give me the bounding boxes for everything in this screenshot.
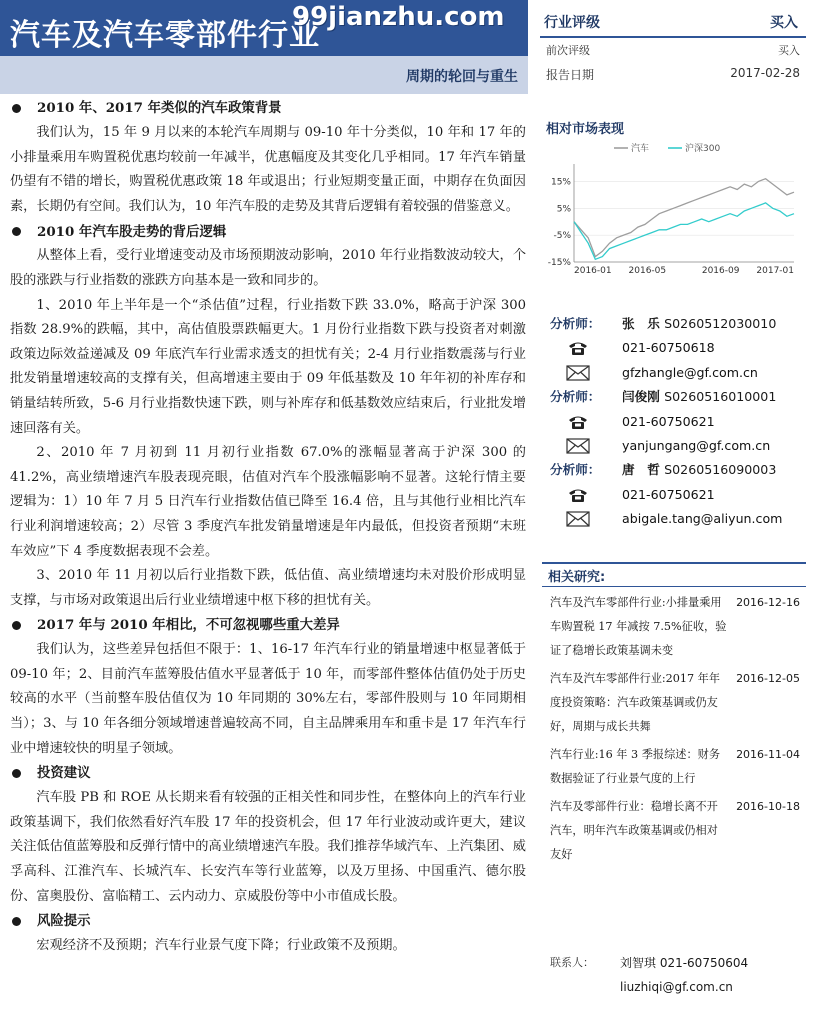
related-item[interactable]: [542, 795, 806, 867]
envelope-icon: [566, 364, 590, 382]
section-risk: [10, 909, 526, 959]
section-policy: [10, 96, 526, 219]
analyst-name: 张 乐 S0260512030010: [622, 316, 777, 331]
series-line-1: [574, 203, 794, 259]
x-tick-label: 2016-01: [574, 266, 612, 276]
contact-label: 联系人：: [550, 956, 594, 969]
envelope-icon: [566, 437, 590, 455]
title-band: [0, 0, 528, 56]
y-tick-label: -5%: [553, 231, 571, 242]
section-differences: [10, 613, 526, 761]
analyst-phone-row: [550, 336, 806, 360]
analyst-name: 唐 哲 S0260516090003: [622, 462, 777, 478]
related-item-title: 汽车及汽车零部件行业:小排量乘用车购置税 17 年减按 7.5%征收，验证了稳增长政策基调未变: [550, 596, 727, 657]
phone-icon: [566, 339, 590, 357]
paragraph: 我们认为，15 年 9 月以来的本轮汽车周期与 09-10 年十分类似，10 年和 17 年的小排量乘用车购置税优惠均较前一年减半，优惠幅度及其变化几乎相同。17 年汽车销量仍望有不错的增长，购置税优惠政策 18 年或退出；行业短期变量正面，中期存在负面因素，长期仍有空间。我们认为，10 年汽车股的走势及其背后逻辑有着较强的借鉴意义。: [10, 125, 526, 214]
related-item-date: 2016-11-04: [736, 748, 800, 761]
paragraph: 宏观经济不及预期；汽车行业景气度下降；行业政策不及预期。: [36, 938, 406, 954]
paragraph: 汽车股 PB 和 ROE 从长期来看有较强的正相关性和同步性，在整体向上的汽车行业政策基调下，我们依然看好汽车股 17 年的投资机会，但 17 年行业波动或许更大，建议关注低估值蓝筹股和反弹行情中的高业绩增速汽车股。我们推荐华域汽车、上汽集团、威孚高科、江淮汽车、长城汽车、长安汽车等行业蓝筹，以及万里扬、中国重汽、德尔股份、富奥股份、富临精工、云内动力、京威股份等中小市值成长股。: [10, 790, 526, 904]
bullet-icon: [12, 917, 21, 926]
y-tick-label: 15%: [550, 177, 571, 188]
legend-entry: 沪深300: [685, 144, 721, 154]
phone-icon: [566, 413, 590, 431]
analyst-email-row: [550, 507, 806, 531]
analyst-list: [550, 312, 806, 532]
related-item[interactable]: [542, 743, 806, 791]
rating-label: 行业评级: [544, 15, 600, 31]
industry-rating: [540, 10, 806, 38]
contact-name-phone: 刘智琪 021-60750604: [620, 956, 749, 970]
analyst-email[interactable]: yanjungang@gf.com.cn: [622, 437, 771, 453]
bullet-icon: [12, 769, 21, 778]
analyst-email[interactable]: abigale.tang@aliyun.com: [622, 511, 783, 527]
watermark: 99jianzhu.com: [292, 2, 505, 32]
rating-value: 买入: [770, 15, 798, 31]
report-header: [0, 0, 528, 94]
analyst-phone: 021-60750621: [622, 486, 715, 502]
section-heading: 风险提示: [10, 909, 526, 934]
related-research: [542, 562, 806, 867]
related-list: [542, 591, 806, 867]
related-title: 相关研究:: [542, 564, 806, 587]
analyst-label: 分析师：: [550, 389, 601, 405]
relative-performance-chart: [544, 138, 800, 278]
section-heading: 2010 年汽车股走势的背后逻辑: [10, 219, 526, 244]
market-performance-title: 相对市场表现: [546, 122, 625, 137]
related-item-date: 2016-12-05: [736, 672, 800, 685]
analyst-phone: 021-60750621: [622, 413, 715, 429]
section-heading: 2017 年与 2010 年相比，不可忽视哪些重大差异: [10, 613, 526, 638]
paragraph: 1、2010 年上半年是一个“杀估值”过程，行业指数下跌 33.0%，略高于沪深 300 指数 28.9%的跌幅，其中，高估值股票跌幅更大。1 月份行业指数下跌与投资者对刺激政策边际效益递减及 09 年底汽车行业需求透支的担忧有关；2-4 月行业指数震荡与行业批发销量增速较高的支撑有关，但高增速主要由于 09 年低基数及 10 年年初的补库存和销量结转所致，5-6 月行业指数快速下跌，则与补库存和低基数效应结束后，行业批发增速回落有关。: [10, 297, 526, 436]
analyst-label: 分析师：: [550, 462, 601, 478]
analyst-name: 闫俊刚 S0260516010001: [622, 389, 777, 405]
y-tick-label: -15%: [547, 258, 571, 268]
envelope-icon: [566, 510, 590, 528]
contact-email[interactable]: liuzhiqi@gf.com.cn: [620, 980, 733, 994]
section-heading: 投资建议: [10, 761, 526, 786]
related-item-date: 2016-10-18: [736, 800, 800, 813]
bullet-icon: [12, 227, 21, 236]
main-content: [10, 96, 526, 959]
analyst-email-row: [550, 361, 806, 385]
section-heading: 2010 年、2017 年类似的汽车政策背景: [10, 96, 526, 121]
x-tick-label: 2016-09: [701, 266, 740, 276]
analyst-name-row: [550, 312, 806, 336]
related-item-title: 汽车及汽车零部件行业:2017 年年度投资策略：汽车政策基调或仍友好，周期与成长共舞: [550, 672, 721, 733]
paragraph: 3、2010 年 11 月初以后行业指数下跌，低估值、高业绩增速均未对股价形成明显支撑，与市场对政策退出后行业业绩增速中枢下移的担忧有关。: [10, 568, 526, 608]
analyst-phone: 021-60750618: [622, 340, 715, 356]
y-tick-label: 5%: [556, 204, 571, 215]
paragraph: 2、2010 年 7 月初到 11 月初行业指数 67.0%的涨幅显著高于沪深 300 的 41.2%，高业绩增速汽车股表现亮眼，估值对汽车个股涨幅影响不显著。这轮行情主要逻辑为：1）10 年 7 月 5 日汽车行业指数估值已降至 16.4 倍，且与其他行业相比汽车行业利润增速较高；2）尽管 3 季度汽车批发销量增速是年内最低，但投资者预期“末班车效应”下 4 季度数据表现不会差。: [10, 445, 526, 559]
related-item[interactable]: [542, 591, 806, 663]
paragraph: 我们认为，这些差异包括但不限于：1、16-17 年汽车行业的销量增速中枢显著低于 09-10 年；2、目前汽车蓝筹股估值水平显著低于 10 年，而零部件整体估值仍处于历史较高的水平（当前整车股估值仅为 10 年同期的 30%左右，零部件股则与 10 年同期相当）；3、与 10 年各细分领域增速普遍较高不同，自主品牌乘用车和重卡是 17 年汽车行业中增速较快的明星子领域。: [10, 642, 526, 756]
paragraph: 从整体上看，受行业增速变动及市场预期波动影响，2010 年行业指数波动较大，个股的涨跌与行业指数的涨跌方向基本是一致和同步的。: [10, 248, 526, 288]
report-subtitle: 周期的轮回与重生: [406, 69, 518, 85]
analyst-name-row: [550, 458, 806, 482]
analyst-label: 分析师：: [550, 316, 601, 331]
bullet-icon: [12, 621, 21, 630]
x-tick-label: 2017-01: [756, 266, 794, 276]
analyst-email-row: [550, 434, 806, 458]
related-item-title: 汽车及零部件行业：稳增长离不开汽车，明年汽车政策基调或仍相对友好: [550, 800, 718, 861]
report-title: 汽车及汽车零部件行业: [10, 18, 320, 53]
series-line-0: [574, 179, 794, 257]
bullet-icon: [12, 104, 21, 113]
analyst-phone-row: [550, 483, 806, 507]
x-tick-label: 2016-05: [628, 266, 667, 276]
phone-icon: [566, 486, 590, 504]
analyst-email[interactable]: gfzhangle@gf.com.cn: [622, 364, 758, 380]
section-investment: [10, 761, 526, 909]
legend-entry: 汽车: [631, 144, 650, 154]
related-item-date: 2016-12-16: [736, 596, 800, 609]
related-item-title: 汽车行业:16 年 3 季报综述：财务数据验证了行业景气度的上行: [550, 748, 721, 785]
analyst-phone-row: [550, 410, 806, 434]
section-logic: [10, 219, 526, 613]
analyst-name-row: [550, 385, 806, 409]
related-item[interactable]: [542, 667, 806, 739]
